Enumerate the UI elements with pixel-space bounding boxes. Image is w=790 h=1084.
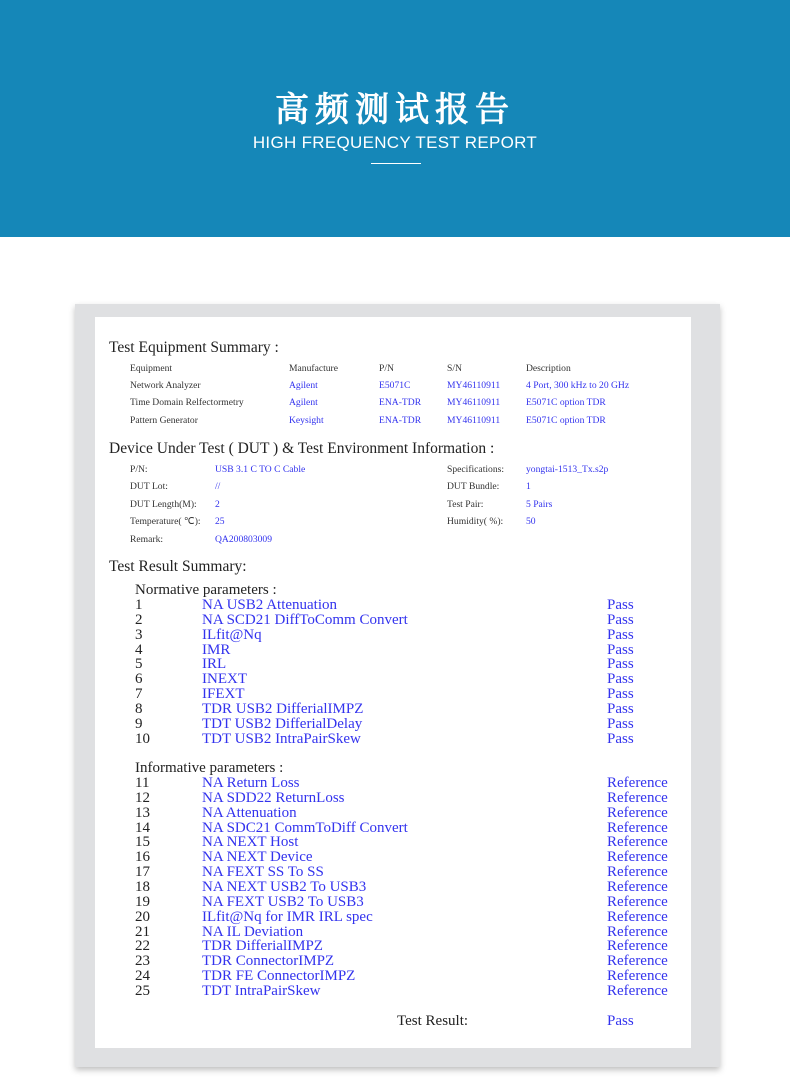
equipment-name-cell: Pattern Generator bbox=[130, 414, 198, 426]
result-status: Pass bbox=[607, 641, 634, 658]
result-status: Reference bbox=[607, 789, 668, 806]
result-parameter: NA SDC21 CommToDiff Convert bbox=[202, 819, 408, 836]
result-parameter: NA NEXT USB2 To USB3 bbox=[202, 878, 367, 895]
result-parameter: IRL bbox=[202, 656, 227, 673]
report-frame bbox=[75, 304, 720, 1067]
equipment-value-cell: 4 Port, 300 kHz to 20 GHz bbox=[526, 380, 630, 391]
result-number: 5 bbox=[135, 656, 143, 673]
result-number: 8 bbox=[135, 700, 143, 717]
banner-title-en: HIGH FREQUENCY TEST REPORT bbox=[252, 133, 538, 152]
equipment-value-cell: Agilent bbox=[289, 397, 318, 409]
result-parameter: NA NEXT Host bbox=[202, 834, 299, 851]
result-parameter: TDR FE ConnectorIMPZ bbox=[202, 968, 356, 985]
dut-field-label: Humidity( %): bbox=[447, 516, 504, 528]
result-parameter: TDT IntraPairSkew bbox=[202, 982, 321, 999]
result-number: 2 bbox=[135, 611, 143, 628]
result-status: Pass bbox=[607, 730, 634, 747]
result-parameter: NA Return Loss bbox=[202, 775, 300, 791]
result-parameter: INEXT bbox=[202, 671, 247, 688]
result-number: 24 bbox=[135, 968, 150, 985]
result-parameter: NA SDD22 ReturnLoss bbox=[202, 789, 345, 806]
result-number: 25 bbox=[135, 982, 150, 999]
banner-title-cn: 高频测试报告 bbox=[275, 90, 515, 130]
result-status: Reference bbox=[607, 908, 668, 925]
result-number: 17 bbox=[135, 864, 150, 881]
dut-field-value: 5 Pairs bbox=[526, 498, 553, 510]
equipment-value-cell: MY46110911 bbox=[447, 380, 501, 391]
result-status: Reference bbox=[607, 953, 668, 970]
result-status: Pass bbox=[607, 671, 634, 688]
equipment-heading: Test Equipment Summary : bbox=[109, 339, 279, 356]
result-status: Reference bbox=[607, 982, 668, 999]
dut-field-value: 50 bbox=[526, 516, 536, 528]
dut-field-label: DUT Bundle: bbox=[447, 481, 500, 493]
result-number: 11 bbox=[135, 775, 150, 791]
dut-field-value: 1 bbox=[526, 481, 531, 493]
result-number: 14 bbox=[135, 819, 150, 836]
result-parameter: TDT USB2 IntraPairSkew bbox=[202, 730, 361, 747]
equipment-col-header: Equipment bbox=[130, 363, 173, 374]
result-parameter: TDR USB2 DifferialIMPZ bbox=[202, 700, 364, 717]
result-status: Reference bbox=[607, 849, 668, 866]
equipment-col-header: P/N bbox=[379, 363, 394, 374]
result-number: 6 bbox=[135, 671, 143, 688]
equipment-value-cell: E5071C option TDR bbox=[526, 414, 606, 426]
result-status: Reference bbox=[607, 864, 668, 881]
result-number: 3 bbox=[135, 626, 143, 643]
results-heading: Test Result Summary: bbox=[109, 558, 247, 575]
result-parameter: TDR DifferialIMPZ bbox=[202, 938, 323, 955]
dut-heading: Device Under Test ( DUT ) & Test Environment Information : bbox=[109, 440, 495, 457]
dut-field-value: 2 bbox=[215, 498, 220, 510]
result-number: 12 bbox=[135, 789, 150, 806]
result-status: Reference bbox=[607, 878, 668, 895]
final-result-label: Test Result: bbox=[397, 1013, 469, 1029]
final-result-value: Pass bbox=[607, 1013, 634, 1029]
result-status: Pass bbox=[607, 656, 634, 673]
result-parameter: NA SCD21 DiffToComm Convert bbox=[202, 611, 408, 628]
result-status: Reference bbox=[607, 834, 668, 851]
result-status: Pass bbox=[607, 686, 634, 703]
dut-field-value: yongtai-1513_Tx.s2p bbox=[526, 464, 609, 475]
normative-heading: Normative parameters : bbox=[135, 582, 277, 598]
result-parameter: NA NEXT Device bbox=[202, 849, 313, 866]
banner-divider bbox=[371, 163, 421, 164]
equipment-value-cell: MY46110911 bbox=[447, 397, 501, 409]
informative-heading: Informative parameters : bbox=[135, 760, 284, 776]
equipment-value-cell: Agilent bbox=[289, 380, 318, 391]
result-parameter: NA IL Deviation bbox=[202, 923, 304, 940]
result-number: 16 bbox=[135, 849, 150, 866]
dut-field-label: DUT Lot: bbox=[130, 481, 168, 493]
dut-field-label: Remark: bbox=[130, 533, 164, 545]
result-status: Reference bbox=[607, 923, 668, 940]
result-status: Reference bbox=[607, 819, 668, 836]
result-status: Reference bbox=[607, 775, 668, 791]
result-status: Pass bbox=[607, 700, 634, 717]
result-status: Pass bbox=[607, 597, 634, 613]
result-number: 10 bbox=[135, 730, 150, 747]
result-number: 1 bbox=[135, 597, 143, 613]
equipment-value-cell: MY46110911 bbox=[447, 414, 501, 426]
dut-field-value: 25 bbox=[215, 516, 225, 528]
dut-field-label: Specifications: bbox=[447, 464, 505, 475]
result-parameter: NA FEXT SS To SS bbox=[202, 864, 324, 881]
result-parameter: NA Attenuation bbox=[202, 804, 297, 821]
equipment-value-cell: ENA-TDR bbox=[379, 414, 422, 426]
result-parameter: TDT USB2 DifferialDelay bbox=[202, 715, 363, 732]
report-page bbox=[95, 317, 691, 1048]
header-banner bbox=[0, 0, 790, 237]
result-number: 19 bbox=[135, 893, 150, 910]
result-status: Reference bbox=[607, 804, 668, 821]
equipment-col-header: Description bbox=[526, 363, 571, 374]
result-status: Reference bbox=[607, 938, 668, 955]
dut-field-label: Test Pair: bbox=[447, 498, 484, 510]
equipment-col-header: Manufacture bbox=[289, 363, 339, 374]
result-status: Reference bbox=[607, 968, 668, 985]
equipment-name-cell: Time Domain Relfectormetry bbox=[130, 397, 244, 409]
equipment-col-header: S/N bbox=[447, 363, 462, 374]
dut-field-label: Temperature( ℃): bbox=[130, 516, 201, 528]
dut-field-value: USB 3.1 C TO C Cable bbox=[215, 464, 306, 475]
result-parameter: IMR bbox=[202, 641, 231, 658]
equipment-value-cell: E5071C bbox=[379, 380, 411, 391]
dut-field-label: DUT Length(M): bbox=[130, 498, 197, 510]
result-parameter: NA USB2 Attenuation bbox=[202, 597, 338, 613]
result-status: Pass bbox=[607, 626, 634, 643]
result-status: Reference bbox=[607, 893, 668, 910]
result-parameter: TDR ConnectorIMPZ bbox=[202, 953, 335, 970]
result-number: 18 bbox=[135, 878, 150, 895]
result-status: Pass bbox=[607, 611, 634, 628]
result-number: 4 bbox=[135, 641, 143, 658]
result-number: 9 bbox=[135, 715, 143, 732]
dut-field-value: // bbox=[215, 481, 221, 493]
result-number: 23 bbox=[135, 953, 150, 970]
result-parameter: ILfit@Nq for IMR IRL spec bbox=[202, 908, 373, 925]
result-parameter: NA FEXT USB2 To USB3 bbox=[202, 893, 364, 910]
equipment-value-cell: ENA-TDR bbox=[379, 397, 422, 409]
result-number: 22 bbox=[135, 938, 150, 955]
equipment-name-cell: Network Analyzer bbox=[130, 380, 201, 391]
result-number: 7 bbox=[135, 686, 143, 703]
result-number: 20 bbox=[135, 908, 150, 925]
result-parameter: IFEXT bbox=[202, 686, 245, 703]
result-parameter: ILfit@Nq bbox=[202, 626, 262, 643]
result-status: Pass bbox=[607, 715, 634, 732]
result-number: 15 bbox=[135, 834, 150, 851]
dut-field-label: P/N: bbox=[130, 464, 148, 475]
result-number: 13 bbox=[135, 804, 150, 821]
dut-field-value: QA200803009 bbox=[215, 533, 273, 545]
result-number: 21 bbox=[135, 923, 150, 940]
equipment-value-cell: E5071C option TDR bbox=[526, 397, 606, 409]
equipment-value-cell: Keysight bbox=[289, 414, 324, 426]
